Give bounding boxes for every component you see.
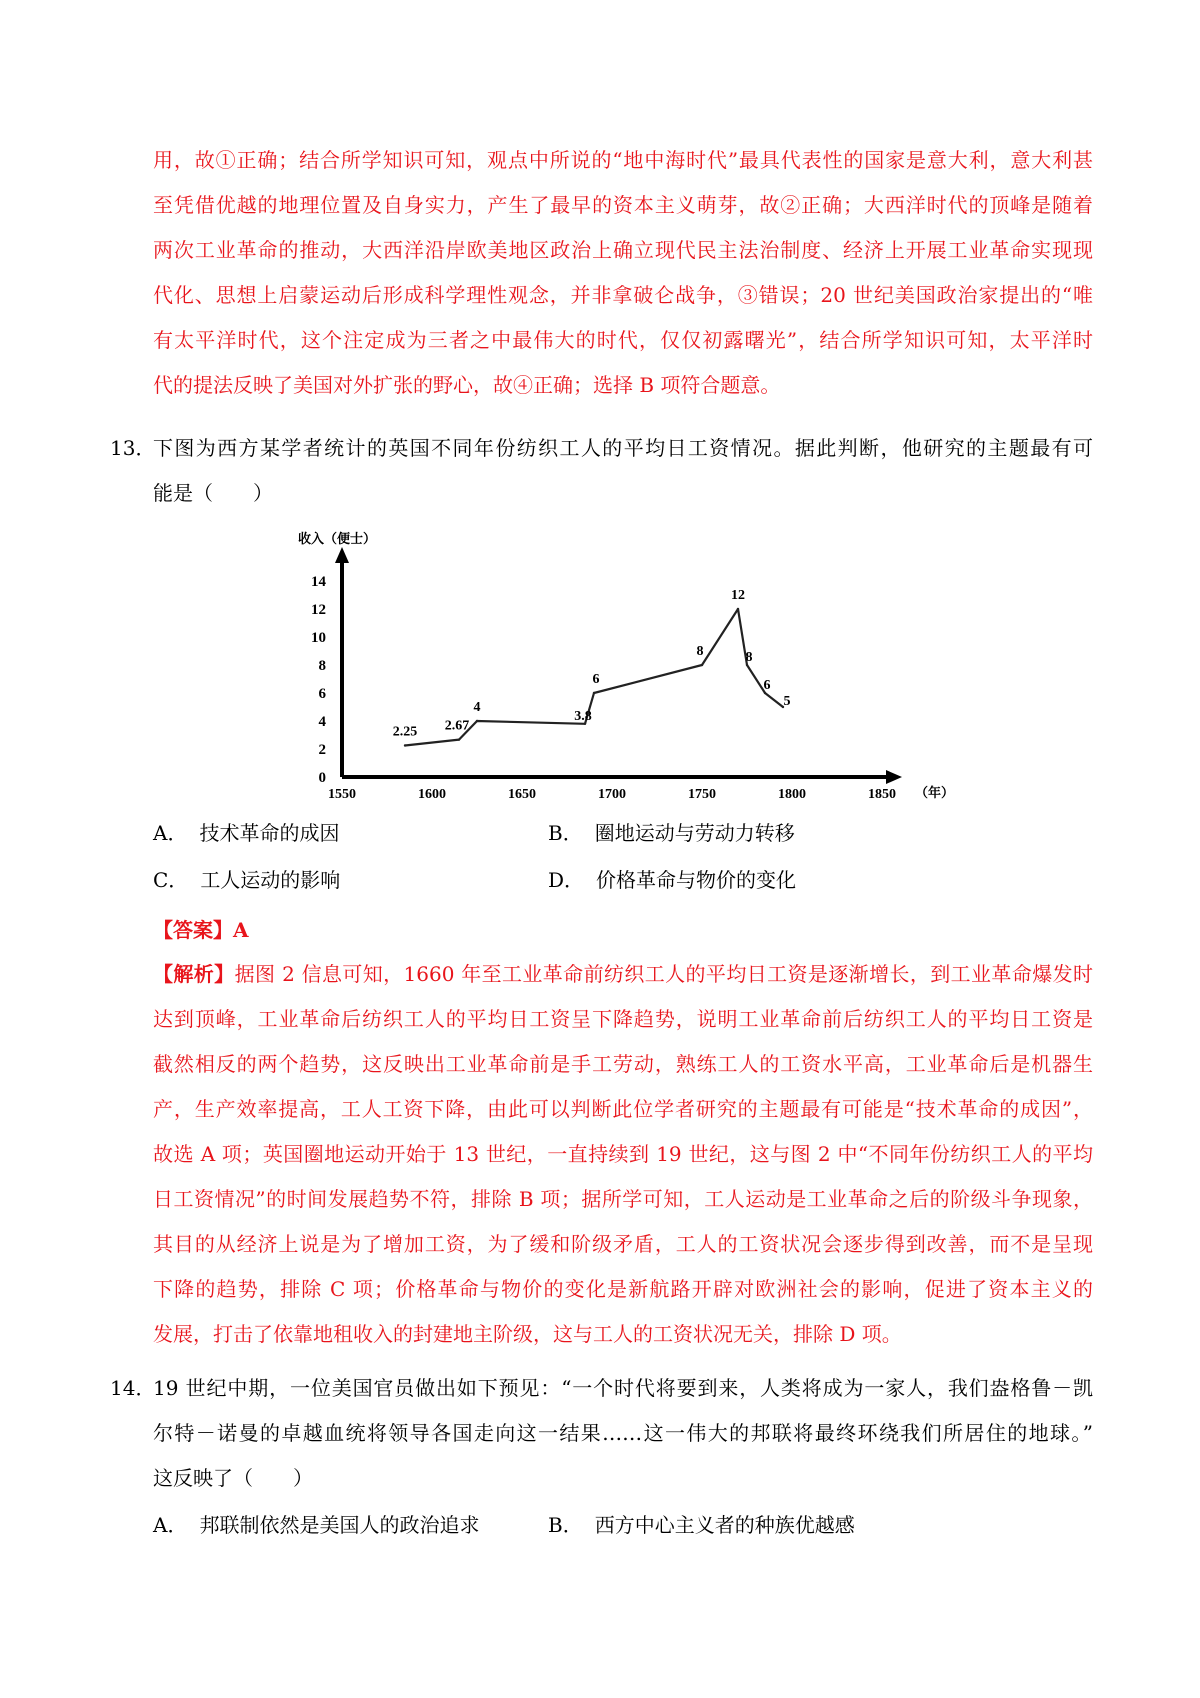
analysis-label: 【解析】 <box>153 962 235 986</box>
data-label: 4 <box>473 700 481 715</box>
option-letter: A． <box>153 821 188 845</box>
data-label: 8 <box>745 650 753 665</box>
y-tick-label: 4 <box>318 714 326 730</box>
option-text: 邦联制依然是美国人的政治追求 <box>199 1513 480 1537</box>
wage-line-chart <box>290 525 955 805</box>
data-label: 3.8 <box>574 708 592 724</box>
q13-number: 13． <box>110 436 156 460</box>
y-tick-label: 12 <box>311 602 326 618</box>
analysis-line: 下降的趋势，排除 C 项；价格革命与物价的变化是新航路开辟对欧洲社会的影响，促进了资本主义的 <box>153 1277 1093 1301</box>
y-tick-label: 0 <box>318 770 326 786</box>
x-tick-label: 1850 <box>868 787 896 802</box>
prev-analysis <box>153 138 1093 408</box>
data-label: 2.25 <box>392 724 418 740</box>
data-point <box>737 608 739 610</box>
option-letter: D． <box>548 868 585 892</box>
x-tick-label: 1700 <box>598 787 626 802</box>
option-text: 西方中心主义者的种族优越感 <box>594 1513 855 1537</box>
q14-stem <box>153 1366 1093 1501</box>
option-text: 工人运动的影响 <box>200 868 341 892</box>
prev-analysis-line: 两次工业革命的推动，大西洋沿岸欧美地区政治上确立现代民主法治制度、经济上开展工业革命实现现 <box>153 238 1093 262</box>
analysis-line: 其目的从经济上说是为了增加工资，为了缓和阶级矛盾，工人的工资状况会逐步得到改善，而不是呈现 <box>153 1232 1093 1256</box>
q14-stem-line: 19 世纪中期，一位美国官员做出如下预见：“一个时代将要到来，人类将成为一家人，我们盎格鲁－凯 <box>153 1376 1093 1400</box>
x-tick-label: 1600 <box>418 787 446 802</box>
q13-stem-line: 能是（ ） <box>153 481 273 505</box>
q14-stem-line: 尔特－诺曼的卓越血统将领导各国走向这一结果……这一伟大的邦联将最终环绕我们所居住的地球。” <box>153 1421 1093 1445</box>
data-point <box>593 692 595 694</box>
data-point <box>404 744 406 746</box>
q13-option-d[interactable] <box>548 858 796 903</box>
option-text: 技术革命的成因 <box>199 821 340 845</box>
q13-option-a[interactable] <box>153 811 339 856</box>
data-label: 5 <box>783 694 791 709</box>
analysis-line: 故选 A 项；英国圈地运动开始于 13 世纪，一直持续到 19 世纪，这与图 2 中“不同年份纺织工人的平均 <box>153 1142 1093 1166</box>
data-point <box>476 720 478 722</box>
y-tick-label: 6 <box>318 686 326 702</box>
data-label: 12 <box>731 588 745 603</box>
x-tick-label: 1750 <box>688 787 716 802</box>
data-label: 2.67 <box>444 718 470 734</box>
x-tick-label: 1800 <box>778 787 806 802</box>
option-text: 价格革命与物价的变化 <box>596 868 797 892</box>
x-axis-arrow <box>886 770 902 784</box>
option-text: 圈地运动与劳动力转移 <box>594 821 795 845</box>
y-tick-label: 10 <box>311 630 326 646</box>
prev-analysis-line: 用，故①正确；结合所学知识可知，观点中所说的“地中海时代”最具代表性的国家是意大利，意大利甚 <box>153 148 1093 172</box>
data-point <box>701 664 703 666</box>
q13-analysis <box>153 952 1093 1357</box>
x-tick-label: 1650 <box>508 787 536 802</box>
q14-option-a[interactable] <box>153 1503 479 1548</box>
y-tick-label: 14 <box>311 574 326 590</box>
data-label: 6 <box>763 678 771 693</box>
chart-xunit: （年） <box>915 785 955 800</box>
q14-option-b[interactable] <box>548 1503 855 1548</box>
prev-analysis-line: 代的提法反映了美国对外扩张的野心，故④正确；选择 B 项符合题意。 <box>153 373 781 397</box>
q13-option-c[interactable] <box>153 858 340 903</box>
q13-stem-line: 下图为西方某学者统计的英国不同年份纺织工人的平均日工资情况。据此判断，他研究的主题最有可 <box>153 436 1093 460</box>
option-letter: B． <box>548 821 583 845</box>
answer-label: 【答案】 <box>153 918 233 942</box>
chart-ylabel: 收入（便士） <box>298 531 377 546</box>
prev-analysis-line: 至凭借优越的地理位置及自身实力，产生了最早的资本主义萌芽，故②正确；大西洋时代的顶峰是随着 <box>153 193 1093 217</box>
analysis-line-first <box>153 952 1093 997</box>
q13-option-b[interactable] <box>548 811 795 856</box>
analysis-line: 发展，打击了依靠地租收入的封建地主阶级，这与工人的工资状况无关，排除 D 项。 <box>153 1322 902 1346</box>
analysis-line: 截然相反的两个趋势，这反映出工业革命前是手工劳动，熟练工人的工资水平高，工业革命后是机器生 <box>153 1052 1093 1076</box>
q13-answer <box>153 908 249 953</box>
analysis-line: 据图 2 信息可知，1660 年至工业革命前纺织工人的平均日工资是逐渐增长，到工业革命爆发时 <box>234 962 1093 986</box>
analysis-line: 达到顶峰，工业革命后纺织工人的平均日工资呈下降趋势，说明工业革命前后纺织工人的平均日工资是 <box>153 1007 1093 1031</box>
data-label: 6 <box>592 672 600 687</box>
prev-analysis-line: 代化、思想上启蒙运动后形成科学理性观念，并非拿破仑战争，③错误；20 世纪美国政治家提出的“唯 <box>153 283 1093 307</box>
option-letter: B． <box>548 1513 583 1537</box>
y-tick-label: 8 <box>318 658 326 674</box>
option-letter: A． <box>153 1513 188 1537</box>
q14-number: 14． <box>110 1376 156 1400</box>
x-tick-label: 1550 <box>328 787 356 802</box>
analysis-line: 日工资情况”的时间发展趋势不符，排除 B 项；据所学可知，工人运动是工业革命之后的阶级斗争现象， <box>153 1187 1093 1211</box>
data-label: 8 <box>696 644 704 659</box>
y-tick-label: 2 <box>318 742 326 758</box>
answer-value: A <box>233 918 249 942</box>
data-point <box>458 738 460 740</box>
option-letter: C． <box>153 868 189 892</box>
prev-analysis-line: 有太平洋时代，这个注定成为三者之中最伟大的时代，仅仅初露曙光”，结合所学知识可知，太平洋时 <box>153 328 1093 352</box>
q13-stem <box>153 426 1093 516</box>
q14-stem-line: 这反映了（ ） <box>153 1466 313 1490</box>
analysis-line: 产，生产效率提高，工人工资下降，由此可以判断此位学者研究的主题最有可能是“技术革命的成因”， <box>153 1097 1093 1121</box>
y-axis-arrow <box>335 547 349 563</box>
